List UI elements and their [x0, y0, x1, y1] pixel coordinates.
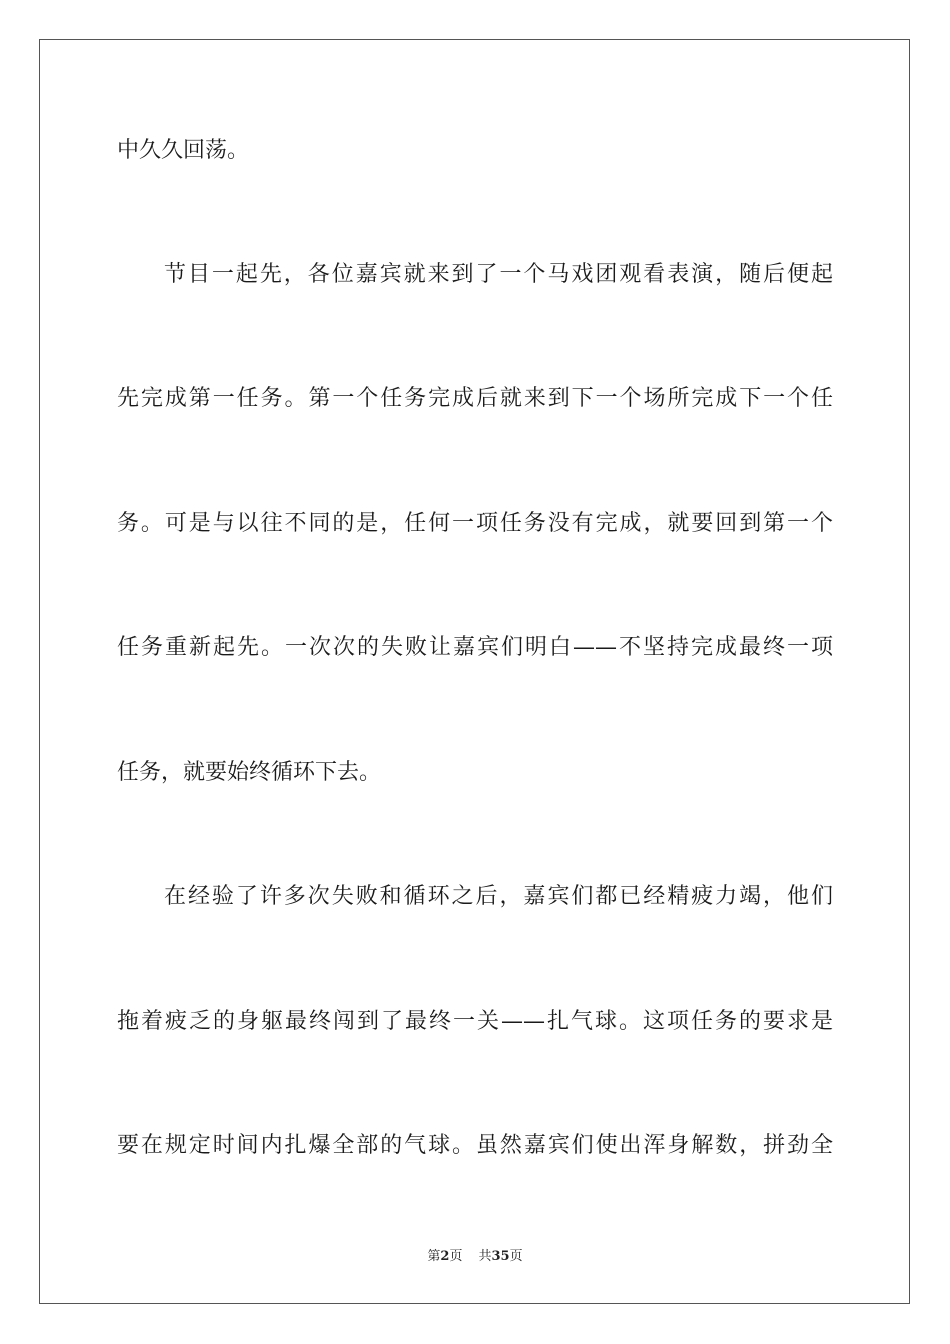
text-line-4: 务。可是与以往不同的是，任何一项任务没有完成，就要回到第一个 — [117, 511, 833, 536]
total-prefix: 共 — [478, 1249, 492, 1264]
text-line-9: 要在规定时间内扎爆全部的气球。虽然嘉宾们使出浑身解数，拼劲全 — [117, 1133, 833, 1158]
total-suffix: 页 — [509, 1249, 523, 1264]
page-footer — [0, 1248, 950, 1266]
text-line-2: 节目一起先，各位嘉宾就来到了一个马戏团观看表演，随后便起 — [164, 262, 833, 287]
text-line-5: 任务重新起先。一次次的失败让嘉宾们明白——不坚持完成最终一项 — [117, 635, 833, 660]
text-line-8: 拖着疲乏的身躯最终闯到了最终一关——扎气球。这项任务的要求是 — [117, 1009, 833, 1034]
text-line-7: 在经验了许多次失败和循环之后，嘉宾们都已经精疲力竭，他们 — [164, 884, 833, 909]
page-number: 2 — [440, 1249, 450, 1264]
text-line-1: 中久久回荡。 — [117, 138, 250, 163]
page-border — [39, 39, 910, 1304]
text-line-3: 先完成第一任务。第一个任务完成后就来到下一个场所完成下一个任 — [117, 386, 833, 411]
text-line-6: 任务，就要始终循环下去。 — [117, 760, 382, 785]
page-prefix: 第 — [427, 1249, 441, 1264]
page-suffix: 页 — [449, 1249, 463, 1264]
total-pages: 35 — [491, 1249, 510, 1264]
